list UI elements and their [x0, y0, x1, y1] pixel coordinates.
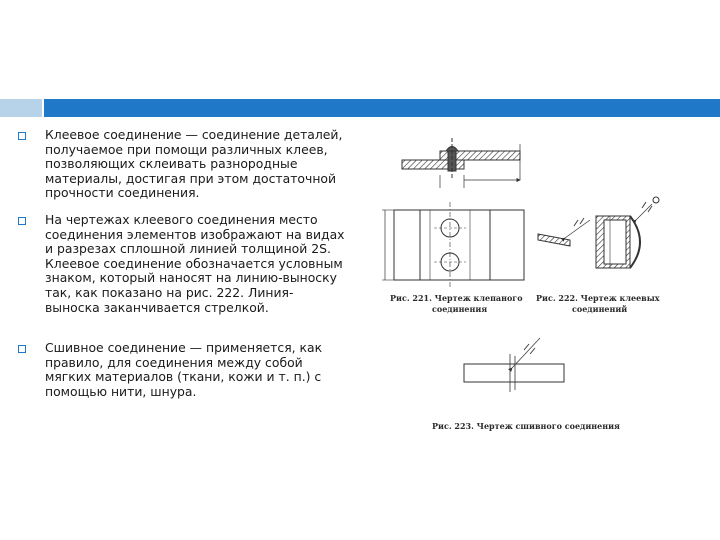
rivet-joint-drawing: [382, 138, 524, 288]
bullet-square-icon: [18, 132, 26, 140]
bullet-text: На чертежах клеевого соединения место соединения элементов изображают на видах и разрезах сплошной линией толщиной 2S. Клеевое соединение обозначается условным знаком, который наносят на линию-выноску так, как показано на рис. 222. Линия-выноска заканчивается стрелкой.: [45, 212, 345, 315]
figure-221-caption-line2: соединения: [432, 304, 488, 314]
header-bar-left: [0, 99, 42, 117]
header-bar: [44, 99, 720, 117]
bullet-text: Сшивное соединение — применяется, как правило, для соединения между собой мягких материалов (ткани, кожи и т. п.) с помощью нити, шнура.: [45, 340, 323, 399]
bullet-square-icon: [18, 345, 26, 353]
figure-223-caption: Рис. 223. Чертеж сшивного соединения: [432, 421, 620, 431]
figure-222-caption-line2: соединений: [572, 304, 628, 314]
bullet-text: Клеевое соединение — соединение деталей, получаемое при помощи различных клеев, позволяющих склеивать разнородные материалы, достигая при этом достаточной прочности соединения.: [45, 127, 343, 201]
figure-222-caption: Рис. 222. Чертеж клеевых: [536, 293, 660, 303]
bullet-square-icon: [18, 217, 26, 225]
adhesive-joint-drawing: [538, 197, 659, 268]
figure-221-caption: Рис. 221. Чертеж клепаного: [390, 293, 523, 303]
sewn-joint-drawing: [464, 338, 564, 392]
technical-drawings: [360, 120, 700, 440]
